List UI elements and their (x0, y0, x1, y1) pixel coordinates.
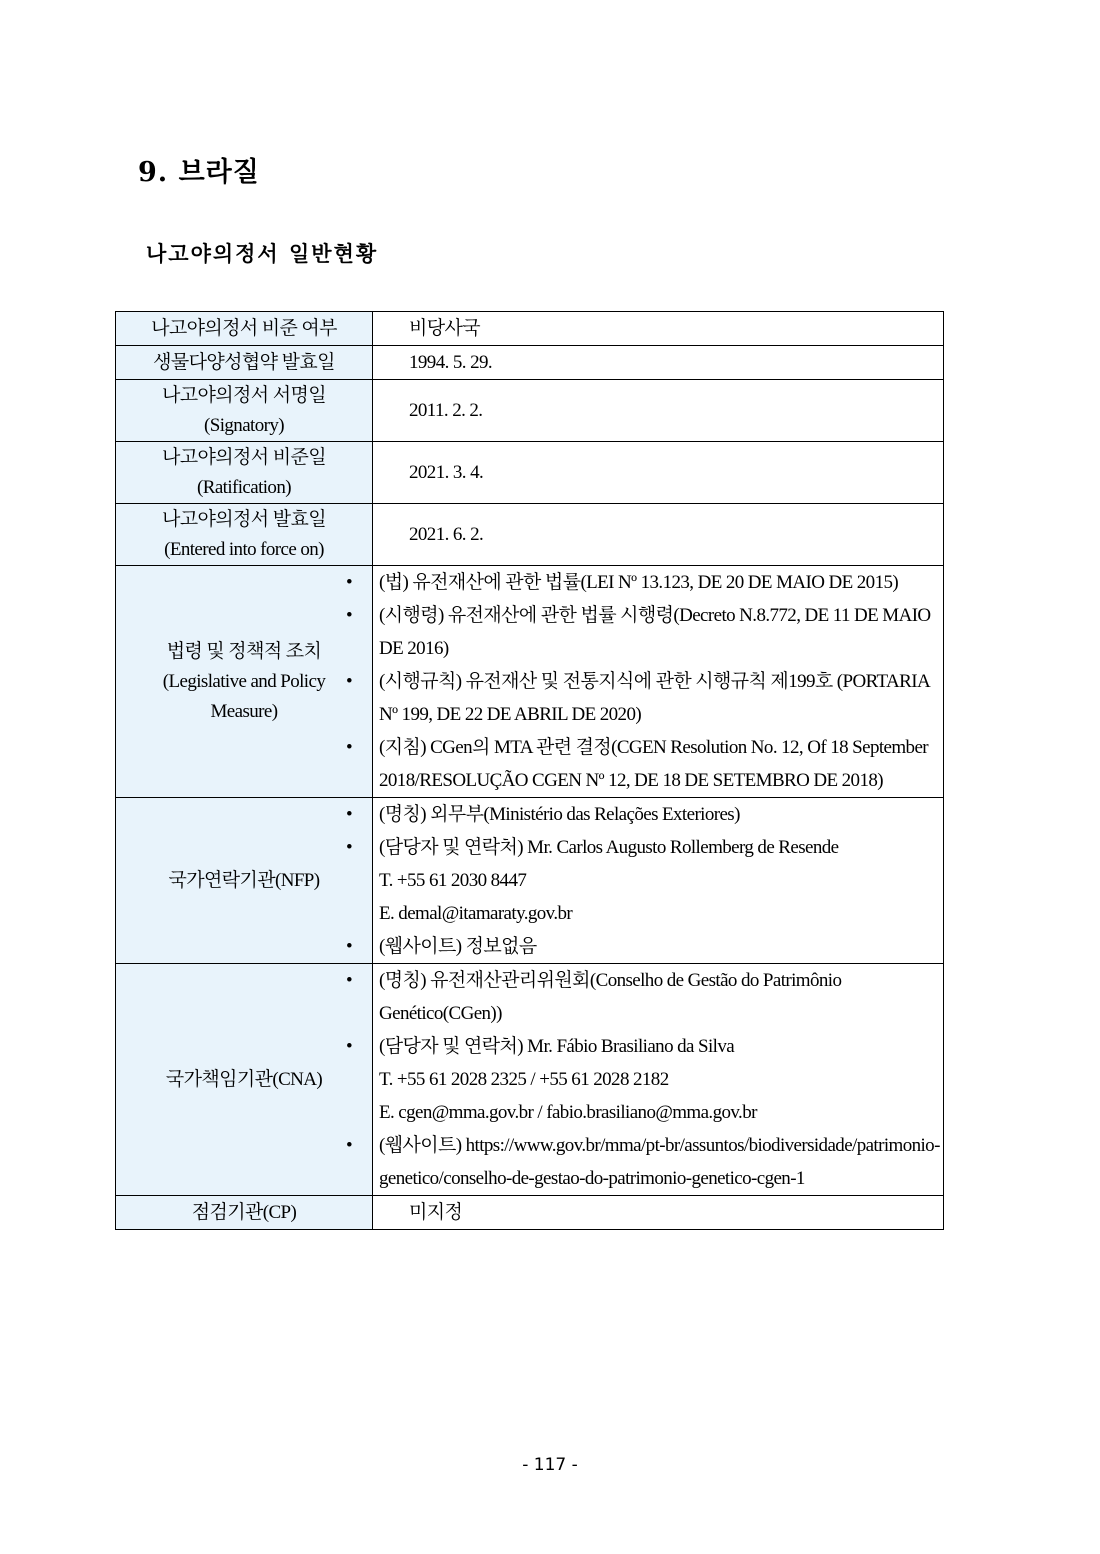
row-value: 비당사국 (373, 312, 944, 346)
row-label: 국가연락기관(NFP) (116, 798, 373, 964)
bullet-icon: • (346, 572, 353, 593)
list-item: • (지침) CGen의 MTA 관련 결정(CGEN Resolution No. 12, Of 18 September 2018/RESOLUÇÃO CGEN Nº 12, DE 18 DE SETEMBRO DE 2018) (373, 731, 943, 797)
bullet-icon: • (346, 1036, 353, 1057)
bullet-icon: • (346, 936, 353, 957)
phone-text: T. +55 61 2030 8447 (379, 870, 527, 891)
row-value: 미지정 (373, 1196, 944, 1230)
list-item: • (법) 유전재산에 관한 법률(LEI Nº 13.123, DE 20 DE MAIO DE 2015) (373, 566, 943, 599)
label-english: (Ratification) (197, 476, 291, 498)
list-item: • (명칭) 유전재산관리위원회(Conselho de Gestão do Patrimônio Genético(CGen)) (373, 964, 943, 1030)
label-english: (Entered into force on) (164, 538, 324, 560)
label-korean: 법령 및 정책적 조치 (166, 640, 322, 662)
page-title: 9. 브라질 (138, 157, 260, 188)
bullet-icon: • (346, 804, 353, 825)
row-value: 2021. 3. 4. (373, 442, 944, 504)
row-label: 점검기관(CP) (116, 1196, 373, 1230)
list-item: • (웹사이트) 정보없음 (373, 930, 943, 963)
legislation-list (346, 566, 943, 797)
label-english: (Signatory) (204, 414, 284, 436)
table-row (116, 346, 944, 380)
page-number: - 117 - (522, 1455, 578, 1475)
row-label: 생물다양성협약 발효일 (116, 346, 373, 380)
list-item: • (명칭) 외무부(Ministério das Relações Exteriores) (373, 798, 943, 831)
row-value (346, 964, 944, 1196)
nfp-list (346, 798, 943, 963)
table-row (116, 312, 944, 346)
bullet-icon: • (346, 671, 353, 692)
table-row (116, 380, 944, 442)
nagoya-status-table (115, 311, 944, 1230)
row-label (116, 380, 373, 442)
list-item: • (웹사이트) https://www.gov.br/mma/pt-br/assuntos/biodiversidade/patrimonio-genetico/conselho-de-gestao-do-patrimonio-genetico-cgen-1 (373, 1129, 943, 1195)
row-label: 국가책임기관(CNA) (116, 964, 373, 1196)
row-label (116, 566, 373, 798)
table-row (116, 964, 944, 1196)
bullet-icon: • (346, 737, 353, 758)
list-item: • (담당자 및 연락처) Mr. Carlos Augusto Rollemberg de Resende T. +55 61 2030 8447 E. demal@itamaraty.gov.br (373, 831, 943, 930)
row-label (116, 442, 373, 504)
row-value (346, 798, 944, 964)
label-english: Measure) (210, 700, 278, 722)
bullet-icon: • (346, 837, 353, 858)
table-row (116, 566, 944, 798)
table-row (116, 442, 944, 504)
bullet-icon: • (346, 1135, 353, 1156)
bullet-icon: • (346, 605, 353, 626)
table-row (116, 798, 944, 964)
email-text: E. cgen@mma.gov.br / fabio.brasiliano@mma.gov.br (379, 1102, 757, 1123)
list-item: • (담당자 및 연락처) Mr. Fábio Brasiliano da Silva T. +55 61 2028 2325 / +55 61 2028 2182 E. cgen@mma.gov.br / fabio.brasiliano@mma.gov.br (373, 1030, 943, 1129)
list-item: • (시행령) 유전재산에 관한 법률 시행령(Decreto N.8.772, DE 11 DE MAIO DE 2016) (373, 599, 943, 665)
cna-list (346, 964, 943, 1195)
label-korean: 나고야의정서 서명일 (162, 384, 326, 406)
row-value: 1994. 5. 29. (373, 346, 944, 380)
phone-text: T. +55 61 2028 2325 / +55 61 2028 2182 (379, 1069, 669, 1090)
email-text: E. demal@itamaraty.gov.br (379, 903, 573, 924)
table-row (116, 504, 944, 566)
bullet-icon: • (346, 970, 353, 991)
label-english: (Legislative and Policy (162, 670, 326, 692)
table-row (116, 1196, 944, 1230)
row-value: 2021. 6. 2. (373, 504, 944, 566)
section-title: 나고야의정서 일반현황 (146, 242, 379, 266)
list-item: • (시행규칙) 유전재산 및 전통지식에 관한 시행규칙 제199호 (PORTARIA Nº 199, DE 22 DE ABRIL DE 2020) (373, 665, 943, 731)
row-label (116, 504, 373, 566)
label-korean: 나고야의정서 발효일 (162, 508, 326, 530)
row-value: 2011. 2. 2. (373, 380, 944, 442)
row-label: 나고야의정서 비준 여부 (116, 312, 373, 346)
row-value (346, 566, 944, 798)
label-korean: 나고야의정서 비준일 (162, 446, 326, 468)
